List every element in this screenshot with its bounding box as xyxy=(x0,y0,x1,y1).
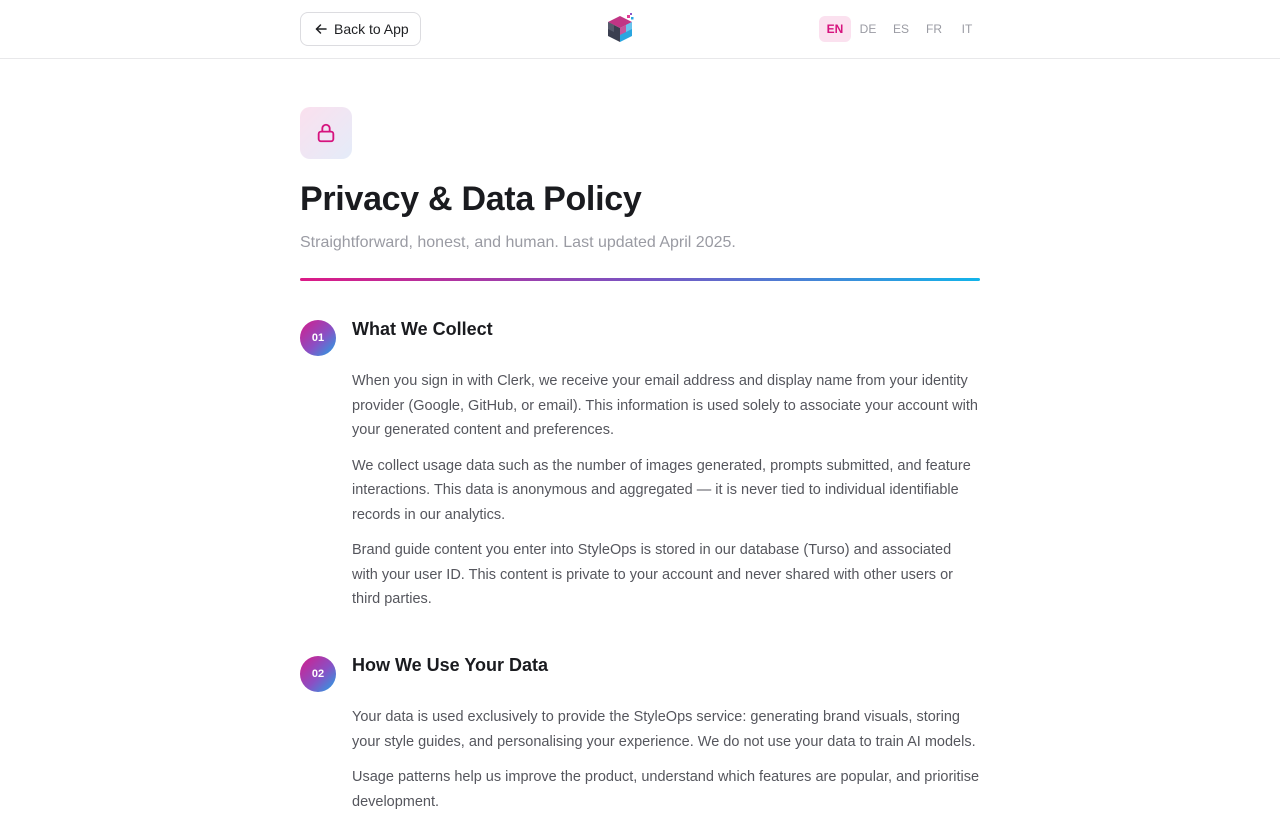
arrow-left-icon xyxy=(314,22,328,36)
back-to-app-label: Back to App xyxy=(334,21,409,37)
app-logo[interactable] xyxy=(604,13,636,45)
section-paragraph: Brand guide content you enter into StyleOps is stored in our database (Turso) and associated with your user ID. This content is private to your account and never shared with other users or third parties. xyxy=(352,542,953,607)
lock-icon xyxy=(315,122,337,144)
back-to-app-button[interactable] xyxy=(300,12,421,46)
section-body xyxy=(352,705,980,825)
section-title: How We Use Your Data xyxy=(352,655,549,675)
lang-de[interactable]: DE xyxy=(859,22,877,36)
section-number-badge: 01 xyxy=(300,320,336,356)
gradient-divider xyxy=(300,278,980,281)
section-paragraph: When you sign in with Clerk, we receive your email address and display name from your identity provider (Google, GitHub, or email). This information is used solely to associate your account with your generated content and preferences. xyxy=(352,373,978,438)
lang-en[interactable]: EN xyxy=(819,16,851,42)
section-paragraph: Your data is used exclusively to provide the StyleOps service: generating brand visuals, storing your style guides, and personalising your experience. We do not use your data to train AI models. xyxy=(352,709,976,750)
lang-es[interactable]: ES xyxy=(892,22,909,36)
page-title: Privacy & Data Policy xyxy=(300,180,642,218)
top-bar xyxy=(0,0,1280,59)
lang-fr[interactable]: FR xyxy=(926,22,942,36)
language-switcher xyxy=(819,16,984,42)
lock-badge xyxy=(300,107,352,159)
page-header xyxy=(300,107,980,281)
section-paragraph: Usage patterns help us improve the product, understand which features are popular, and prioritise development. xyxy=(352,769,980,810)
section-paragraph: We collect usage data such as the number of images generated, prompts submitted, and feature interactions. This data is anonymous and aggregated — it is never tied to individual identifiable records in our analytics. xyxy=(352,457,971,523)
page-subtitle: Straightforward, honest, and human. Last updated April 2025. xyxy=(300,234,736,251)
section-body xyxy=(352,369,980,623)
section-title: What We Collect xyxy=(352,319,493,339)
section-number-badge: 02 xyxy=(300,656,336,692)
lang-it[interactable]: IT xyxy=(961,22,973,36)
